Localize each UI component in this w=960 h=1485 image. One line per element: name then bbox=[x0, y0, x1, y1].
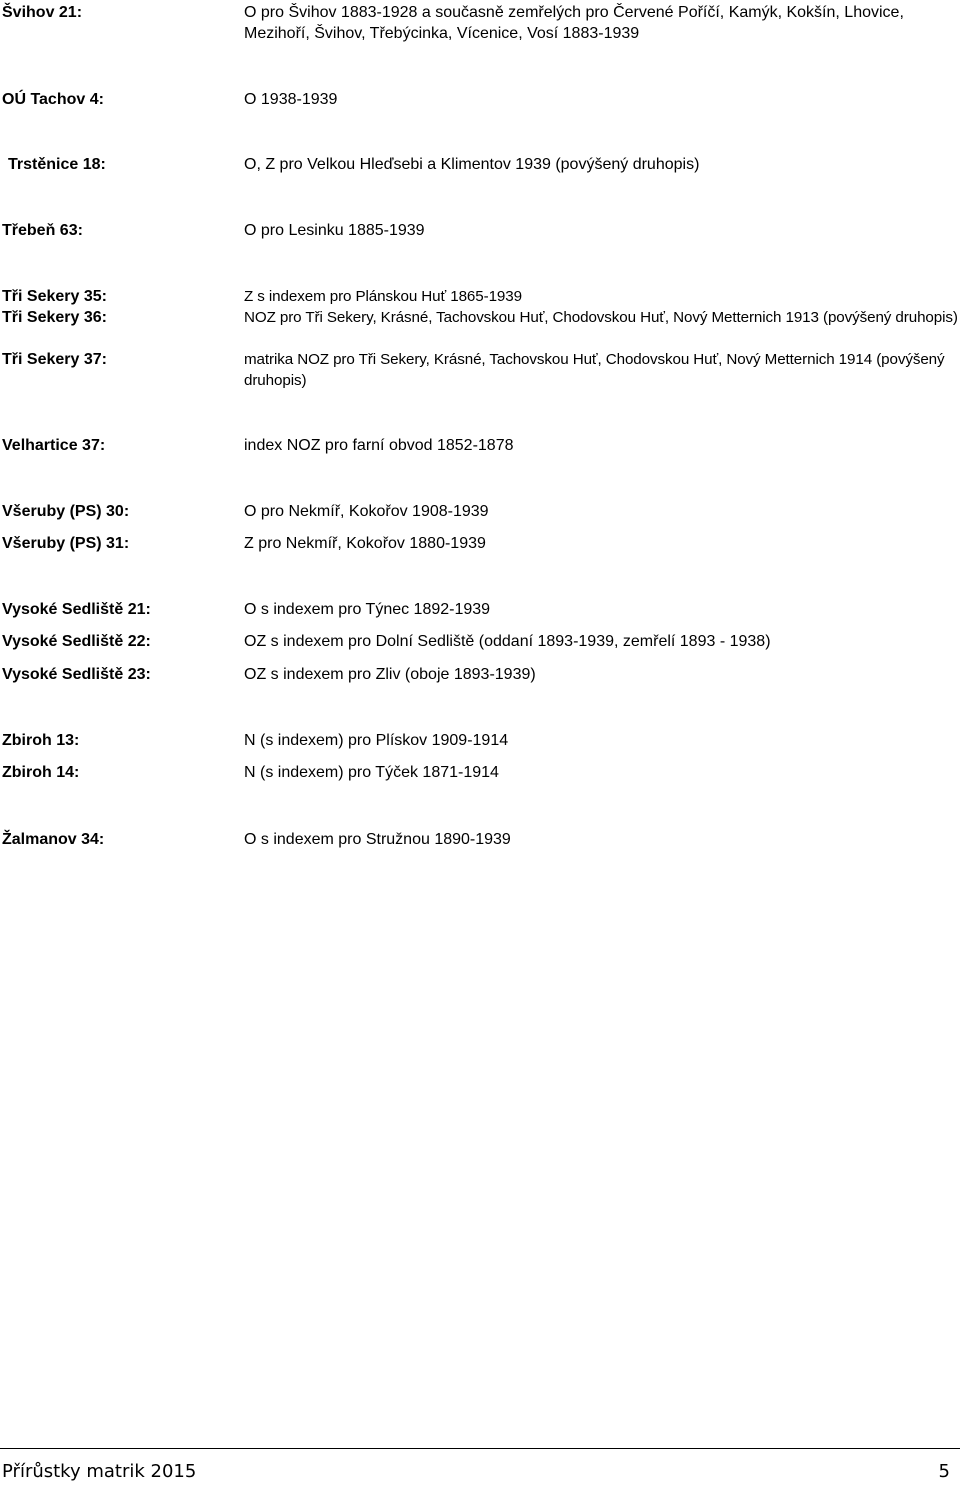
entry-label: Tři Sekery 35: bbox=[2, 288, 107, 305]
entry-label: Tři Sekery 36: bbox=[2, 309, 107, 326]
entry-label: Tři Sekery 37: bbox=[2, 351, 107, 368]
entry-text: O pro Švihov 1883-1928 a současně zemřelých pro Červené Poříčí, Kamýk, Kokšín, Lhovice, Mezihoří, Švihov, Třebýcinka, Vícenice, Vosí 1883-1939 bbox=[244, 4, 904, 42]
entry-label: Vysoké Sedliště 21: bbox=[2, 601, 151, 618]
entry-label: OÚ Tachov 4: bbox=[2, 91, 104, 108]
entry-label: Třebeň 63: bbox=[2, 222, 83, 239]
page-footer bbox=[0, 1448, 960, 1485]
entry-text: N (s indexem) pro Plískov 1909-1914 bbox=[244, 732, 509, 749]
entry-text: O pro Nekmíř, Kokořov 1908-1939 bbox=[244, 503, 489, 520]
entry-label: Žalmanov 34: bbox=[2, 831, 105, 848]
entry-label: Zbiroh 14: bbox=[2, 764, 80, 781]
entry-text: O, Z pro Velkou Hleďsebi a Klimentov 1939 (povýšený druhopis) bbox=[244, 156, 700, 173]
footer-title: Přírůstky matrik 2015 bbox=[2, 1461, 197, 1482]
entry-label: Vysoké Sedliště 22: bbox=[2, 633, 151, 650]
entry-text: index NOZ pro farní obvod 1852-1878 bbox=[244, 437, 514, 454]
entry-label: Vysoké Sedliště 23: bbox=[2, 666, 151, 683]
entry-text: OZ s indexem pro Zliv (oboje 1893-1939) bbox=[244, 666, 536, 683]
entry-label: Trstěnice 18: bbox=[8, 156, 106, 173]
entry-text: matrika NOZ pro Tři Sekery, Krásné, Tachovskou Huť, Chodovskou Huť, Nový Metternich 1914 (povýšený druhopis) bbox=[244, 351, 945, 389]
entry-text: O 1938-1939 bbox=[244, 91, 338, 108]
entry-text: OZ s indexem pro Dolní Sedliště (oddaní 1893-1939, zemřelí 1893 - 1938) bbox=[244, 633, 771, 650]
entry-label: Všeruby (PS) 31: bbox=[2, 535, 130, 552]
entry-label: Švihov 21: bbox=[2, 4, 83, 21]
entry-label: Všeruby (PS) 30: bbox=[2, 503, 130, 520]
entry-text: Z pro Nekmíř, Kokořov 1880-1939 bbox=[244, 535, 486, 552]
entry-text: O s indexem pro Týnec 1892-1939 bbox=[244, 601, 491, 618]
entry-text: NOZ pro Tři Sekery, Krásné, Tachovskou Huť, Chodovskou Huť, Nový Metternich 1913 (povýšený druhopis) bbox=[244, 309, 958, 326]
entry-label: Velhartice 37: bbox=[2, 437, 106, 454]
entry-label: Zbiroh 13: bbox=[2, 732, 80, 749]
page-number: 5 bbox=[938, 1461, 950, 1482]
entry-text: O pro Lesinku 1885-1939 bbox=[244, 222, 425, 239]
entry-text: Z s indexem pro Plánskou Huť 1865-1939 bbox=[244, 288, 522, 305]
entry-text: N (s indexem) pro Týček 1871-1914 bbox=[244, 764, 499, 781]
entry-text: O s indexem pro Stružnou 1890-1939 bbox=[244, 831, 511, 848]
